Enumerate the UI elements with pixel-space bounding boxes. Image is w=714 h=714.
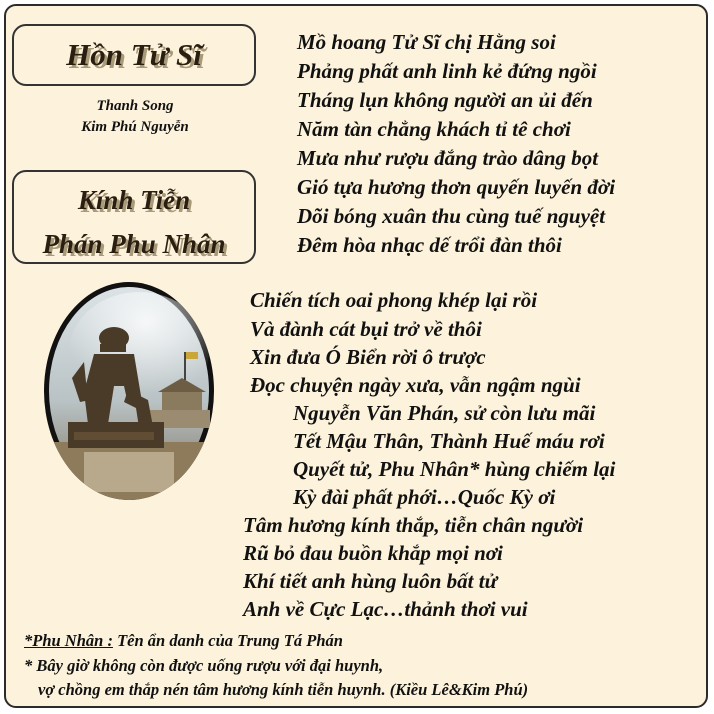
poem-line: Anh về Cực Lạc…thảnh thơi vui [243, 597, 528, 621]
statue-image [44, 282, 214, 500]
poem-line: Đêm hòa nhạc dế trổi đàn thôi [297, 233, 562, 257]
footnote-note-2: vợ chồng em thắp nén tâm hương kính tiễn huynh. (Kiều Lê&Kim Phú) [38, 680, 529, 699]
footnote-term: *Phu Nhân : [24, 631, 113, 650]
poem-line: Khí tiết anh hùng luôn bất tử [243, 569, 498, 593]
poem-line: Năm tàn chẳng khách tỉ tê chơi [297, 117, 571, 141]
poem-line: Phảng phất anh linh kẻ đứng ngồi [297, 59, 597, 83]
dedication-line-1: Kính Tiễn [77, 185, 191, 215]
poem-line: Tháng lụn không người an ủi đến [297, 88, 593, 112]
poem-line: Quyết tử, Phu Nhân* hùng chiếm lại [293, 457, 616, 481]
poem-line: Mồ hoang Tử Sĩ chị Hằng soi [297, 30, 556, 54]
dedication-line-2: Phán Phu Nhân [42, 229, 226, 259]
poem-line: Gió tựa hương thơn quyến luyến đời [297, 175, 616, 199]
author-2: Kim Phú Nguyễn [81, 119, 189, 135]
dedication-box [12, 170, 256, 264]
footnote-definition [24, 631, 343, 651]
poem-line: Mưa như rượu đắng trào dâng bọt [297, 146, 599, 170]
footnote-definition-text: Tên ẩn danh của Trung Tá Phán [112, 631, 343, 650]
poem-line: Rũ bỏ đau buồn khắp mọi nơi [243, 541, 503, 565]
poem-line: Dõi bóng xuân thu cùng tuế nguyệt [297, 204, 606, 228]
poem-line: Tâm hương kính thắp, tiễn chân người [243, 513, 584, 537]
poem-line: Tết Mậu Thân, Thành Huế máu rơi [293, 429, 605, 453]
poem-line: Xin đưa Ó Biển rời ô trược [250, 345, 486, 369]
footnote-note-1: * Bây giờ không còn được uống rượu với đại huynh, [24, 656, 384, 675]
poem-line: Nguyễn Văn Phán, sử còn lưu mãi [293, 401, 596, 425]
poem-line: Và đành cát bụi trở về thôi [250, 317, 482, 341]
poem-line: Kỳ đài phất phới…Quốc Kỳ ơi [293, 485, 556, 509]
poem-line: Chiến tích oai phong khép lại rồi [250, 288, 538, 312]
soldier-statue-photo [44, 282, 214, 500]
poem-line: Đọc chuyện ngày xưa, vẫn ngậm ngùi [250, 373, 581, 397]
author-1: Thanh Song [96, 98, 174, 114]
poem-title: Hồn Tử Sĩ [66, 37, 202, 72]
title-box [12, 24, 256, 86]
